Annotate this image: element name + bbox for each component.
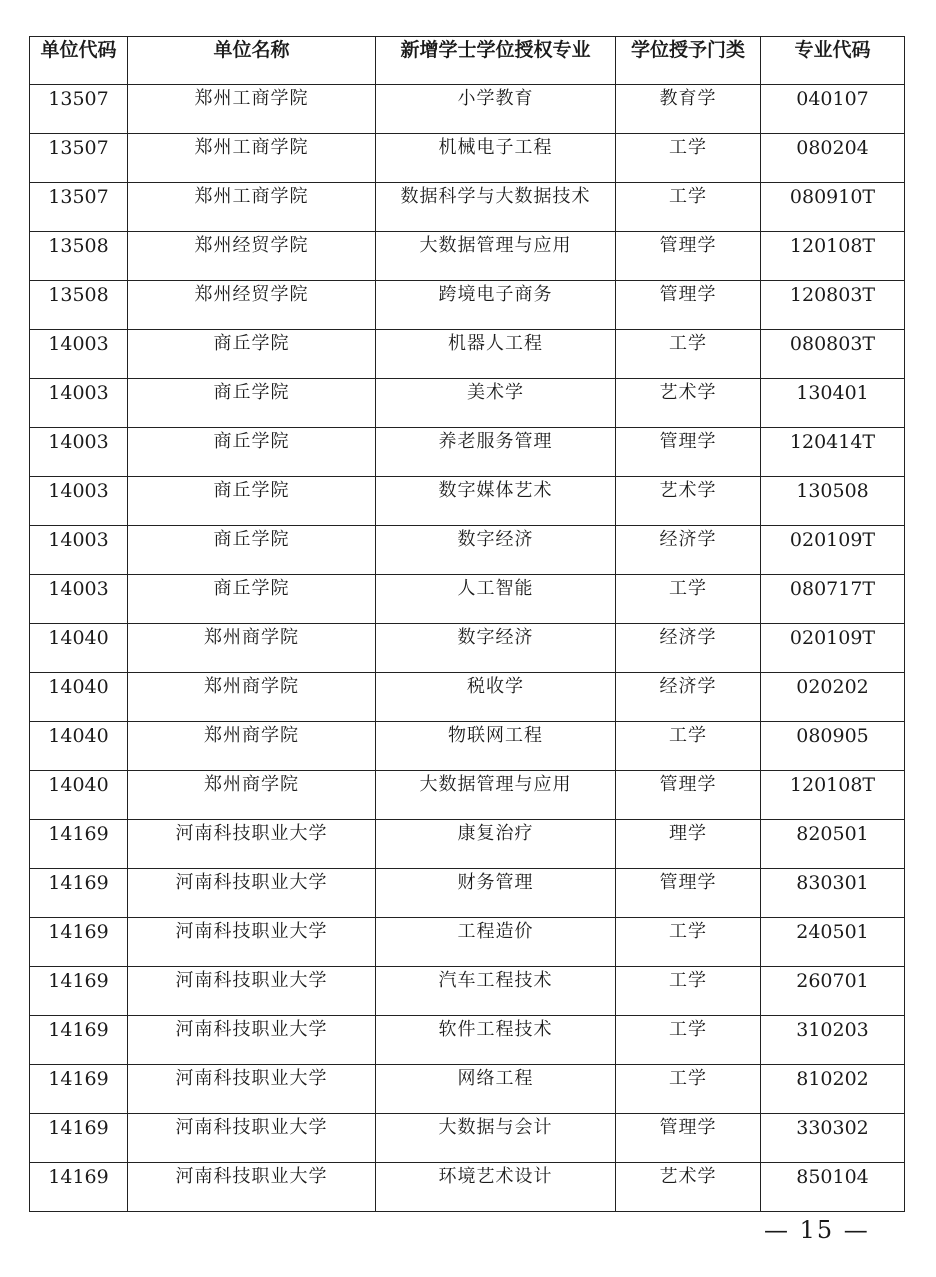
table-row bbox=[30, 575, 905, 624]
major-name-cell: 数据科学与大数据技术 bbox=[376, 183, 616, 232]
table-row bbox=[30, 771, 905, 820]
unit-name-cell: 河南科技职业大学 bbox=[128, 1114, 376, 1163]
unit-code-cell: 14003 bbox=[30, 477, 128, 526]
unit-code-cell: 14040 bbox=[30, 771, 128, 820]
page-number: — 15 — bbox=[764, 1216, 870, 1244]
major-name-cell: 人工智能 bbox=[376, 575, 616, 624]
degree-category-cell: 工学 bbox=[616, 134, 761, 183]
major-name-cell: 机械电子工程 bbox=[376, 134, 616, 183]
major-name-cell: 康复治疗 bbox=[376, 820, 616, 869]
unit-name-cell: 河南科技职业大学 bbox=[128, 1163, 376, 1212]
major-name-cell: 数字经济 bbox=[376, 624, 616, 673]
major-name-cell: 财务管理 bbox=[376, 869, 616, 918]
table-body bbox=[30, 85, 905, 1212]
unit-code-cell: 13508 bbox=[30, 281, 128, 330]
major-name-cell: 机器人工程 bbox=[376, 330, 616, 379]
degree-category-cell: 工学 bbox=[616, 1016, 761, 1065]
major-name-cell: 大数据与会计 bbox=[376, 1114, 616, 1163]
unit-name-cell: 河南科技职业大学 bbox=[128, 820, 376, 869]
degree-category-cell: 经济学 bbox=[616, 624, 761, 673]
header-unit-code: 单位代码 bbox=[30, 37, 128, 85]
degree-category-cell: 工学 bbox=[616, 918, 761, 967]
unit-code-cell: 14040 bbox=[30, 624, 128, 673]
unit-name-cell: 郑州商学院 bbox=[128, 771, 376, 820]
unit-name-cell: 郑州工商学院 bbox=[128, 134, 376, 183]
table-row bbox=[30, 1163, 905, 1212]
unit-name-cell: 商丘学院 bbox=[128, 379, 376, 428]
unit-code-cell: 14003 bbox=[30, 379, 128, 428]
major-name-cell: 汽车工程技术 bbox=[376, 967, 616, 1016]
table-row bbox=[30, 85, 905, 134]
unit-name-cell: 郑州经贸学院 bbox=[128, 281, 376, 330]
major-code-cell: 080803T bbox=[761, 330, 905, 379]
major-name-cell: 税收学 bbox=[376, 673, 616, 722]
table-row bbox=[30, 477, 905, 526]
major-name-cell: 物联网工程 bbox=[376, 722, 616, 771]
unit-name-cell: 商丘学院 bbox=[128, 477, 376, 526]
major-name-cell: 环境艺术设计 bbox=[376, 1163, 616, 1212]
unit-name-cell: 河南科技职业大学 bbox=[128, 1065, 376, 1114]
major-name-cell: 美术学 bbox=[376, 379, 616, 428]
table-row bbox=[30, 918, 905, 967]
table-row bbox=[30, 869, 905, 918]
table-row bbox=[30, 624, 905, 673]
unit-code-cell: 14003 bbox=[30, 526, 128, 575]
major-code-cell: 310203 bbox=[761, 1016, 905, 1065]
degree-category-cell: 工学 bbox=[616, 1065, 761, 1114]
degree-category-cell: 理学 bbox=[616, 820, 761, 869]
unit-code-cell: 13508 bbox=[30, 232, 128, 281]
major-code-cell: 240501 bbox=[761, 918, 905, 967]
major-code-cell: 080905 bbox=[761, 722, 905, 771]
unit-code-cell: 13507 bbox=[30, 134, 128, 183]
table-row bbox=[30, 673, 905, 722]
major-code-cell: 040107 bbox=[761, 85, 905, 134]
unit-code-cell: 13507 bbox=[30, 85, 128, 134]
unit-name-cell: 郑州商学院 bbox=[128, 722, 376, 771]
unit-code-cell: 14169 bbox=[30, 1163, 128, 1212]
degree-category-cell: 工学 bbox=[616, 575, 761, 624]
degree-category-cell: 工学 bbox=[616, 330, 761, 379]
table-row bbox=[30, 1065, 905, 1114]
major-name-cell: 软件工程技术 bbox=[376, 1016, 616, 1065]
major-code-cell: 820501 bbox=[761, 820, 905, 869]
unit-code-cell: 14169 bbox=[30, 967, 128, 1016]
degree-authorization-table bbox=[29, 36, 905, 1212]
major-code-cell: 080204 bbox=[761, 134, 905, 183]
major-name-cell: 大数据管理与应用 bbox=[376, 771, 616, 820]
table-row bbox=[30, 722, 905, 771]
unit-code-cell: 14040 bbox=[30, 673, 128, 722]
unit-name-cell: 郑州经贸学院 bbox=[128, 232, 376, 281]
major-code-cell: 810202 bbox=[761, 1065, 905, 1114]
unit-code-cell: 14169 bbox=[30, 1065, 128, 1114]
major-name-cell: 大数据管理与应用 bbox=[376, 232, 616, 281]
major-code-cell: 120803T bbox=[761, 281, 905, 330]
degree-category-cell: 管理学 bbox=[616, 428, 761, 477]
unit-name-cell: 郑州工商学院 bbox=[128, 183, 376, 232]
table-row bbox=[30, 526, 905, 575]
unit-code-cell: 14003 bbox=[30, 428, 128, 477]
unit-code-cell: 14169 bbox=[30, 869, 128, 918]
unit-name-cell: 河南科技职业大学 bbox=[128, 1016, 376, 1065]
major-code-cell: 850104 bbox=[761, 1163, 905, 1212]
table-header-row bbox=[30, 37, 905, 85]
degree-category-cell: 管理学 bbox=[616, 232, 761, 281]
unit-code-cell: 13507 bbox=[30, 183, 128, 232]
table-row bbox=[30, 820, 905, 869]
degree-category-cell: 教育学 bbox=[616, 85, 761, 134]
unit-name-cell: 商丘学院 bbox=[128, 428, 376, 477]
degree-category-cell: 管理学 bbox=[616, 281, 761, 330]
major-code-cell: 020109T bbox=[761, 624, 905, 673]
major-code-cell: 120414T bbox=[761, 428, 905, 477]
unit-name-cell: 郑州商学院 bbox=[128, 624, 376, 673]
major-code-cell: 260701 bbox=[761, 967, 905, 1016]
unit-code-cell: 14169 bbox=[30, 820, 128, 869]
major-name-cell: 养老服务管理 bbox=[376, 428, 616, 477]
unit-code-cell: 14003 bbox=[30, 575, 128, 624]
major-code-cell: 020109T bbox=[761, 526, 905, 575]
table-row bbox=[30, 967, 905, 1016]
table-row bbox=[30, 1016, 905, 1065]
table-row bbox=[30, 183, 905, 232]
major-code-cell: 120108T bbox=[761, 232, 905, 281]
degree-category-cell: 工学 bbox=[616, 967, 761, 1016]
unit-code-cell: 14169 bbox=[30, 1016, 128, 1065]
major-name-cell: 小学教育 bbox=[376, 85, 616, 134]
degree-category-cell: 工学 bbox=[616, 722, 761, 771]
major-name-cell: 数字经济 bbox=[376, 526, 616, 575]
degree-category-cell: 管理学 bbox=[616, 771, 761, 820]
header-new-major: 新增学士学位授权专业 bbox=[376, 37, 616, 85]
unit-name-cell: 商丘学院 bbox=[128, 575, 376, 624]
degree-category-cell: 艺术学 bbox=[616, 477, 761, 526]
degree-category-cell: 工学 bbox=[616, 183, 761, 232]
table-row bbox=[30, 428, 905, 477]
table-row bbox=[30, 330, 905, 379]
major-code-cell: 020202 bbox=[761, 673, 905, 722]
major-code-cell: 080717T bbox=[761, 575, 905, 624]
major-code-cell: 330302 bbox=[761, 1114, 905, 1163]
major-name-cell: 网络工程 bbox=[376, 1065, 616, 1114]
major-code-cell: 130508 bbox=[761, 477, 905, 526]
degree-category-cell: 艺术学 bbox=[616, 379, 761, 428]
unit-name-cell: 商丘学院 bbox=[128, 526, 376, 575]
major-code-cell: 830301 bbox=[761, 869, 905, 918]
header-major-code: 专业代码 bbox=[761, 37, 905, 85]
major-code-cell: 130401 bbox=[761, 379, 905, 428]
table-row bbox=[30, 232, 905, 281]
table-row bbox=[30, 281, 905, 330]
unit-code-cell: 14169 bbox=[30, 918, 128, 967]
table-row bbox=[30, 379, 905, 428]
degree-category-cell: 管理学 bbox=[616, 869, 761, 918]
degree-category-cell: 管理学 bbox=[616, 1114, 761, 1163]
unit-name-cell: 河南科技职业大学 bbox=[128, 967, 376, 1016]
major-code-cell: 080910T bbox=[761, 183, 905, 232]
unit-name-cell: 商丘学院 bbox=[128, 330, 376, 379]
unit-name-cell: 河南科技职业大学 bbox=[128, 869, 376, 918]
table-row bbox=[30, 1114, 905, 1163]
unit-code-cell: 14169 bbox=[30, 1114, 128, 1163]
header-unit-name: 单位名称 bbox=[128, 37, 376, 85]
major-name-cell: 工程造价 bbox=[376, 918, 616, 967]
degree-category-cell: 经济学 bbox=[616, 673, 761, 722]
degree-category-cell: 艺术学 bbox=[616, 1163, 761, 1212]
unit-name-cell: 河南科技职业大学 bbox=[128, 918, 376, 967]
major-code-cell: 120108T bbox=[761, 771, 905, 820]
degree-category-cell: 经济学 bbox=[616, 526, 761, 575]
unit-code-cell: 14003 bbox=[30, 330, 128, 379]
major-name-cell: 跨境电子商务 bbox=[376, 281, 616, 330]
unit-name-cell: 郑州商学院 bbox=[128, 673, 376, 722]
header-degree-category: 学位授予门类 bbox=[616, 37, 761, 85]
unit-code-cell: 14040 bbox=[30, 722, 128, 771]
major-name-cell: 数字媒体艺术 bbox=[376, 477, 616, 526]
unit-name-cell: 郑州工商学院 bbox=[128, 85, 376, 134]
table-row bbox=[30, 134, 905, 183]
